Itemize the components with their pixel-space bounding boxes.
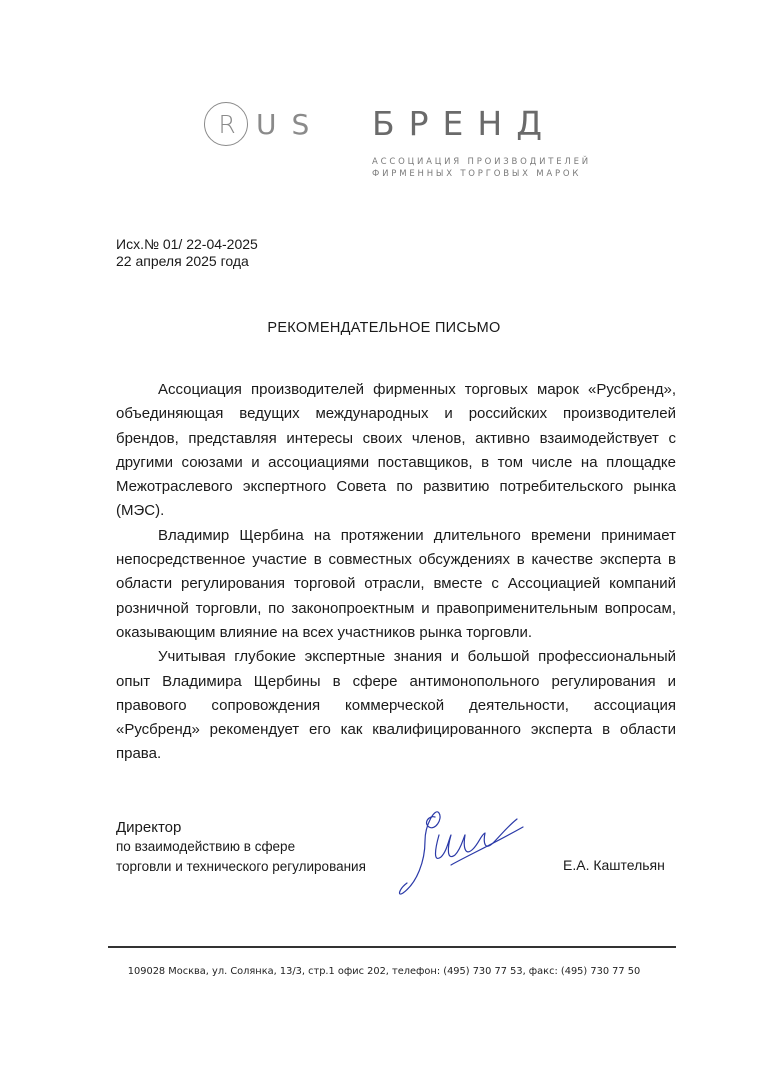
logo-subtitle-line2: ФИРМЕННЫХ ТОРГОВЫХ МАРОК	[372, 169, 582, 179]
signatory-name: Е.А. Каштельян	[563, 857, 665, 873]
letter-body	[116, 378, 676, 767]
outgoing-number: Исх.№ 01/ 22-04-2025	[116, 236, 258, 252]
letter-date: 22 апреля 2025 года	[116, 253, 249, 269]
logo-brand-text: БРЕНД	[372, 104, 556, 143]
body-paragraph: Владимир Щербина на протяжении длительного времени принимает непосредственное участие в совместных обсуждениях в качестве эксперта в области регулирования торговой отрасли, вместе с Ассоциацией компаний розничной торговли, по законопроектным и правоприменительным вопросам, оказывающим влияние на всех участников рынка торговли.	[116, 526, 676, 641]
logo-us-text: US	[256, 108, 325, 141]
position-line: торговли и технического регулирования	[116, 859, 366, 874]
footer-address: 109028 Москва, ул. Солянка, 13/3, стр.1 офис 202, телефон: (495) 730 77 53, факс: (495) 730 77 50	[127, 966, 641, 977]
position-line: по взаимодействию в сфере	[116, 839, 296, 854]
body-paragraph: Учитывая глубокие экспертные знания и большой профессиональный опыт Владимира Щербины в сфере антимонопольного регулирования и правового сопровождения коммерческой деятельности, ассоциация «Русбренд» рекомендует его как квалифицированного эксперта в области права.	[116, 648, 676, 763]
letter-reference	[116, 236, 258, 270]
logo-circle-mark	[204, 102, 248, 146]
logo-circle-letter: R	[218, 110, 236, 139]
position-title: Директор	[116, 819, 182, 836]
body-paragraph: Ассоциация производителей фирменных торговых марок «Русбренд», объединяющая ведущих международных и российских производителей брендов, представляя интересы своих членов, активно взаимодействует с другими союзами и ассоциациями поставщиков, в том числе на площадке Межотраслевого экспертного Совета по развитию потребительского рынка (МЭС).	[116, 381, 676, 520]
footer-divider	[108, 946, 676, 948]
letter-title: РЕКОМЕНДАТЕЛЬНОЕ ПИСЬМО	[267, 320, 501, 336]
handwritten-signature	[395, 805, 535, 900]
rusbrand-logo	[204, 102, 604, 182]
logo-subtitle-line1: АССОЦИАЦИЯ ПРОИЗВОДИТЕЛЕЙ	[372, 157, 591, 167]
signatory-position	[116, 818, 366, 877]
